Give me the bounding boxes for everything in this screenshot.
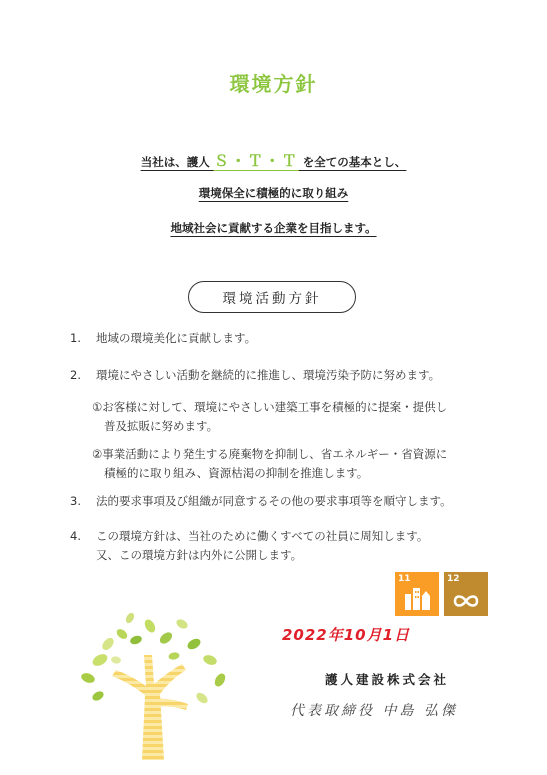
section-heading: 環境活動方針 <box>188 281 356 313</box>
item-text: 法的要求事項及び組織が同意するその他の要求事項等を順守します。 <box>96 494 452 508</box>
policy-subitem-1 <box>92 398 447 435</box>
policy-line-2-text: 環境保全に積極的に取り組み <box>198 186 349 200</box>
issue-date: 2022年10月1日 <box>282 626 411 644</box>
policy-line-3-text: 地域社会に貢献する企業を目指します。 <box>170 221 377 235</box>
item-number: 1. <box>70 331 81 345</box>
policy-line-1-pre: 当社は、護人 <box>140 155 210 169</box>
company-name: 護人建設株式会社 <box>325 672 450 687</box>
policy-subitem-2 <box>92 445 447 482</box>
representative-signature: 代表取締役 中島 弘傑 <box>290 703 458 719</box>
item-number: 2. <box>70 368 81 382</box>
stt-motto: Ｓ・Ｔ・Ｔ <box>213 152 299 170</box>
item-number: 4. <box>70 529 81 543</box>
sdg-12-badge <box>444 572 488 616</box>
city-buildings-icon <box>395 572 439 616</box>
policy-line-1-post: を全ての基本とし、 <box>302 155 407 169</box>
item-text: 地域の環境美化に貢献します。 <box>96 331 257 345</box>
item-number: 3. <box>70 494 81 508</box>
item-text: 環境にやさしい活動を継続的に推進し、環境汚染予防に努めます。 <box>96 368 441 382</box>
subitem-line: ②事業活動により発生する廃棄物を抑制し、省エネルギー・省資源に <box>92 447 448 461</box>
tree-illustration <box>70 600 240 760</box>
item-text-2: 又、この環境方針は内外に公開します。 <box>96 548 303 562</box>
infinity-icon <box>444 572 488 616</box>
sdg-number: 11 <box>398 574 411 584</box>
sdg-11-badge <box>395 572 439 616</box>
policy-line-2 <box>0 185 547 201</box>
subitem-line: 積極的に取り組み、資源枯渇の抑制を推進します。 <box>104 465 369 480</box>
item-text: この環境方針は、当社のために働くすべての社員に周知します。 <box>96 529 429 543</box>
subitem-line: 普及拡販に努めます。 <box>104 418 219 433</box>
subitem-line: ①お客様に対して、環境にやさしい建築工事を積極的に提案・提供し <box>92 400 448 414</box>
policy-line-3 <box>0 220 547 236</box>
page-title: 環境方針 <box>229 72 318 96</box>
sdg-number: 12 <box>447 574 460 584</box>
policy-line-1 <box>0 150 547 171</box>
